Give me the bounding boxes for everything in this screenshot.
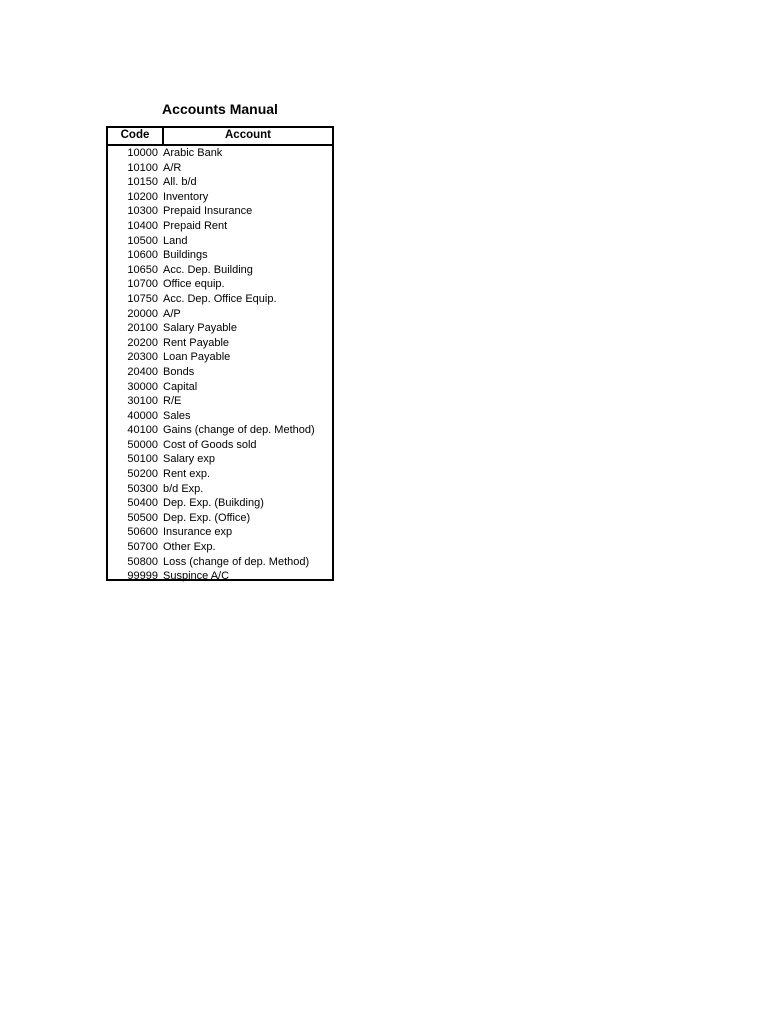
account-code: 40100	[127, 424, 158, 437]
table-row	[108, 146, 332, 161]
account-name: Gains (change of dep. Method)	[163, 424, 315, 437]
account-code: 10000	[127, 147, 158, 159]
account-code: 50200	[127, 468, 158, 481]
table-row	[108, 394, 332, 409]
account-code: 20300	[127, 351, 158, 364]
table-row	[108, 204, 332, 219]
table-row	[108, 321, 332, 336]
account-code: 10600	[127, 249, 158, 262]
account-name: Acc. Dep. Building	[163, 263, 253, 276]
table-body	[108, 146, 332, 584]
account-name: Arabic Bank	[163, 147, 223, 159]
account-name: Acc. Dep. Office Equip.	[163, 292, 277, 305]
account-code: 10200	[127, 190, 158, 203]
table-row	[108, 292, 332, 307]
table-row	[108, 248, 332, 263]
table-row	[108, 438, 332, 453]
account-name: Rent Payable	[163, 336, 230, 349]
account-name: b/d Exp.	[163, 482, 204, 495]
account-code: 99999	[127, 570, 158, 583]
page-title: Accounts Manual	[162, 101, 278, 117]
account-code: 10300	[127, 205, 158, 218]
table-row	[108, 482, 332, 497]
account-code: 30000	[127, 380, 158, 393]
table-row	[108, 336, 332, 351]
account-code: 50800	[127, 555, 158, 568]
account-code: 50000	[127, 438, 158, 451]
account-name: Loan Payable	[163, 351, 231, 364]
account-name: Buildings	[163, 249, 208, 262]
account-code: 10150	[127, 176, 158, 189]
table-row	[108, 190, 332, 205]
table-row	[108, 496, 332, 511]
account-code: 10750	[127, 292, 158, 305]
account-code: 30100	[127, 395, 158, 408]
account-code: 10500	[127, 234, 158, 247]
account-name: A/P	[163, 307, 181, 320]
table-row	[108, 307, 332, 322]
table-row	[108, 350, 332, 365]
account-name: Rent exp.	[163, 468, 211, 481]
account-name: All. b/d	[163, 176, 197, 189]
account-name: A/R	[163, 161, 182, 174]
table-row	[108, 540, 332, 555]
account-name: Prepaid Insurance	[163, 205, 253, 218]
account-code: 50300	[127, 482, 158, 495]
account-name: Office equip.	[163, 278, 225, 291]
account-name: Loss (change of dep. Method)	[163, 555, 310, 568]
account-name: Inventory	[163, 190, 209, 203]
table-row	[108, 409, 332, 424]
account-code: 50100	[127, 453, 158, 466]
table-row	[108, 277, 332, 292]
account-name: Capital	[163, 380, 198, 393]
code-column-header: Code	[108, 128, 164, 144]
account-code: 20400	[127, 365, 158, 378]
table-row	[108, 423, 332, 438]
table-header	[108, 128, 332, 146]
table-row	[108, 555, 332, 570]
table-row	[108, 234, 332, 249]
account-name: Suspince A/C	[163, 570, 230, 583]
account-column-header: Account	[225, 129, 271, 141]
account-code: 20100	[127, 322, 158, 335]
account-name: Salary Payable	[163, 322, 237, 335]
table-row	[108, 511, 332, 526]
account-name: Bonds	[163, 365, 195, 378]
account-name: Prepaid Rent	[163, 219, 228, 232]
account-name: Cost of Goods sold	[163, 438, 257, 451]
table-row	[108, 175, 332, 190]
account-code: 10700	[127, 278, 158, 291]
account-code: 50600	[127, 526, 158, 539]
account-name: Dep. Exp. (Office)	[163, 511, 251, 524]
table-row	[108, 365, 332, 380]
account-name: Other Exp.	[163, 541, 216, 554]
accounts-table	[106, 126, 334, 581]
account-name: Sales	[163, 409, 191, 422]
table-row	[108, 525, 332, 540]
account-name: Dep. Exp. (Buikding)	[163, 497, 264, 510]
account-name: R/E	[163, 395, 182, 408]
account-code: 50400	[127, 497, 158, 510]
account-code: 20000	[127, 307, 158, 320]
account-name: Land	[163, 234, 188, 247]
table-row	[108, 263, 332, 278]
account-code: 20200	[127, 336, 158, 349]
account-name: Salary exp	[163, 453, 215, 466]
account-code: 10400	[127, 219, 158, 232]
table-row	[108, 161, 332, 176]
table-row	[108, 219, 332, 234]
table-row	[108, 380, 332, 395]
table-row	[108, 569, 332, 584]
account-code: 10100	[127, 161, 158, 174]
account-code: 50500	[127, 511, 158, 524]
account-code: 40000	[127, 409, 158, 422]
account-name: Insurance exp	[163, 526, 233, 539]
table-row	[108, 452, 332, 467]
account-code: 10650	[127, 263, 158, 276]
table-row	[108, 467, 332, 482]
account-code: 50700	[127, 541, 158, 554]
